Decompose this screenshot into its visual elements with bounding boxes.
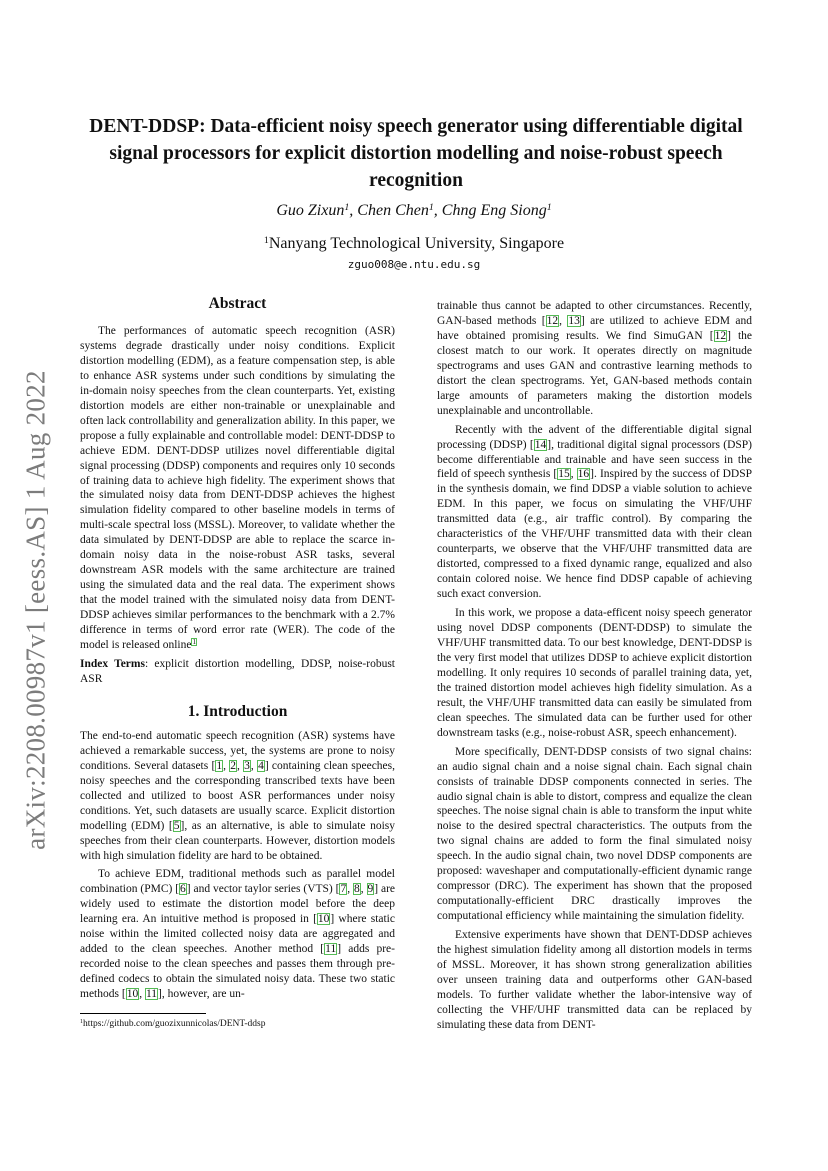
body-paragraph: Extensive experiments have shown that DENT-DDSP achieves the highest simulation fidelity among all distortion models in terms of MSSL. Moreover, it has shown strong generalization abilities over unseen training data and outperforms other GAN-based models. To further validate whether the labor-intensive way of collecting the VHF/UHF transmitted data can be replaced by simulating these data from DENT- — [437, 929, 752, 1031]
citation-link[interactable]: 12 — [546, 314, 559, 327]
citation-link[interactable]: 2 — [230, 759, 236, 772]
footnote-url[interactable]: https://github.com/guozixunnicolas/DENT-ddsp — [82, 1019, 266, 1029]
author-name: Chng Eng Siong — [441, 202, 547, 219]
paper-title: DENT-DDSP: Data-efficient noisy speech generator using differentiable digital signal processors for explicit distortion modelling and noise-robust speech recognition — [89, 116, 743, 191]
author-list: Guo Zixun$^1$, Chen Chen$^1$, Chng Eng Siong$^1$ — [276, 202, 552, 219]
affiliation — [0, 233, 828, 255]
index-terms-label: Index Terms — [80, 657, 145, 670]
citation-link[interactable]: 16 — [577, 468, 590, 481]
author-name: Chen Chen — [357, 202, 429, 219]
citation-link[interactable]: 15 — [558, 468, 570, 481]
citation-link[interactable]: 4 — [258, 759, 264, 772]
author-affil-mark: 1 — [344, 202, 350, 214]
citation-link[interactable]: 1 — [216, 759, 223, 772]
author-name: Guo Zixun — [276, 202, 345, 219]
left-column — [80, 294, 395, 1002]
citation-link[interactable]: 11 — [325, 943, 337, 956]
footnote-rule — [80, 1013, 206, 1014]
citation-link[interactable]: 7 — [340, 883, 347, 896]
index-terms — [80, 657, 395, 687]
citation-link[interactable]: 9 — [367, 883, 374, 896]
citation-link[interactable]: 3 — [244, 759, 250, 772]
body-paragraph: trainable thus cannot be adapted to other circumstances. Recently, GAN-based methods [12, 13] are utilized to achieve EDM and have obtained promising results. We find SimuGAN [12] the closest match to our work. It operates directly on magnitude spectrograms and uses GAN and contrastive learning methods to distort the clean spectrograms. Yet, GAN-based methods contain large amounts of parameters making the distortion models unexplainable and uncontrollable. — [437, 300, 753, 417]
citation-link[interactable]: 10 — [317, 913, 330, 926]
body-paragraph: More specifically, DENT-DDSP consists of two signal chains: an audio signal chain and a noise signal chain. Each signal chain consists of trainable DDSP components connected in series. The audio signal chain is able to distort, compress and equalize the clean speeches. The noise signal chain is able to transform the input white noise to the desired spectral characteristics. The outputs from the two signal chains are added to form the final simulated noisy speech. In the audio signal chain, two novel DDSP components are proposed: waveshaper and computationally-efficient dynamic range compressor (DRC). The experiment has shown that the proposed computationally-efficient DRC drastically improves the computational efficiency while maintaining the simulation fidelity. — [437, 745, 752, 923]
citation-link[interactable]: 10 — [126, 988, 139, 1001]
arxiv-identifier: arXiv:2208.00987v1 [eess.AS] 1 Aug 2022 — [20, 370, 51, 850]
citation-link[interactable]: 13 — [568, 314, 580, 327]
body-paragraph: In this work, we propose a data-efficent noisy speech generator using novel DDSP components (DENT-DDSP) to simulate the VHF/UHF transmitted data. To our best knowledge, DENT-DDSP is the very first model that utilizes DDSP to achieve explicit distortion modelling. It only requires 10 seconds of parallel training data, yet, the trained distortion model achieves high fidelity simulation. As a result, the VHF/UHF transmitted data can easily be simulated from clean speeches. The simulated data can be further used for other downstream tasks (e.g., noise-robust ASR, speech enhancement). — [437, 607, 753, 739]
citation-link[interactable]: 6 — [180, 883, 186, 896]
author-email[interactable]: zguo008@e.ntu.edu.sg — [347, 258, 481, 271]
intro-paragraph: The end-to-end automatic speech recognition (ASR) systems have achieved a remarkable success, yet, the systems are prone to noisy conditions. Several datasets [1, 2, 3, 4] containing clean speeches, noisy speeches and the corresponding transcribed texts have been collected and utilized to boost ASR performances under noisy conditions. Yet, such datasets are usually scarce. Explicit distortion modelling (EDM) [5], as an alternative, is able to simulate noisy speeches from their clean counterparts. However, distortion models with high simulation fidelity are hard to be obtained. — [80, 729, 396, 862]
index-terms-text: : explicit distortion modelling, DDSP, noise-robust ASR — [80, 657, 395, 685]
footnote-mark: 1 — [80, 1019, 83, 1026]
author-affil-mark: 1 — [546, 202, 552, 214]
citation-link[interactable]: 11 — [145, 988, 158, 1001]
citation-link[interactable]: 12 — [714, 329, 727, 342]
affiliation-mark: 1 — [263, 235, 269, 247]
abstract-text: The performances of automatic speech recognition (ASR) systems degrade drastically under noisy conditions. Explicit distortion modelling (EDM), as a feature compensation step, is able to enhance ASR systems under such conditions by simulating the in-domain noisy speeches from the clean counterparts. Yet, existing distortion models are either non-trainable or unexplainable and often lack controllability and generalization ability. In this paper, we propose a fully explainable and controllable model: DENT-DDSP to achieve EDM. DENT-DDSP utilizes novel differentiable digital signal processing (DDSP) components and requires only 10 seconds of training data to achieve high fidelity. The experiment shows that the simulated noisy data from DENT-DDSP achieves the highest simulation fidelity compared to other baseline models in terms of multi-scale spectral loss (MSSL). Moreover, to validate whether the data simulated by DENT-DDSP are able to replace the scarce in-domain noisy data in the noise-robust ASR tasks, several downstream ASR models with the same architecture are trained using the simulated data and the real data. The experiment shows that the model trained with the simulated noisy data from DENT-DDSP achieves similar performances to the benchmark with a 2.7% difference in terms of word error rate (WER). The code of the model is released online$^1$ — [80, 325, 395, 652]
section-heading-introduction: 1. Introduction — [187, 702, 288, 720]
body-paragraph: Recently with the advent of the differentiable digital signal processing (DDSP) [14], traditional digital signal processors (DSP) become differentiable and trainable and have seen success in the field of speech synthesis [15, 16]. Inspired by the success of DDSP in the synthesis domain, we find DDSP a viable solution to achieve EDM. In this paper, we focus on simulating the VHF/UHF transmitted data (e.g., air traffic control). By comparing the characteristics of the VHF/UHF transmitted data with their clean counterparts, we observe that the VHF/UHF transmitted data are distorted, compressed to a fixed dynamic range, equalized and also contain colored noise. We hence find DDSP capable of achieving such exact conversion. — [437, 423, 752, 601]
intro-paragraph: To achieve EDM, traditional methods such as parallel model combination (PMC) [6] and vector taylor series (VTS) [7, 8, 9] are widely used to estimate the distortion model before the deep learning era. An intuitive method is proposed in [10] where static noise within the limited collected noisy data are aggregated and added to the clean speeches. Another method [11] adds pre-recorded noise to the clean speeches and passes them through pre-defined codecs to obtain the simulated noisy data. These two static methods [10, 11], however, are un- — [80, 868, 396, 1001]
affiliation-text: Nanyang Technological University, Singapore — [268, 235, 565, 252]
abstract-heading: Abstract — [208, 295, 267, 312]
footnote-ref-link[interactable]: 1 — [192, 638, 197, 647]
citation-link[interactable]: 14 — [534, 438, 547, 451]
footnote — [80, 1018, 265, 1031]
citation-link[interactable]: 8 — [354, 883, 360, 896]
author-affil-mark: 1 — [428, 202, 434, 214]
citation-link[interactable]: 5 — [173, 819, 180, 832]
right-column — [437, 299, 752, 1033]
